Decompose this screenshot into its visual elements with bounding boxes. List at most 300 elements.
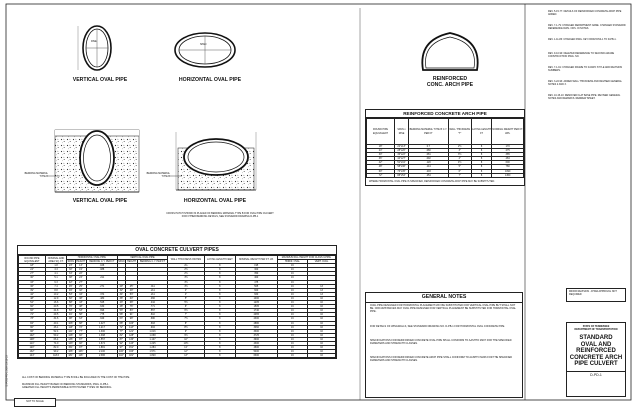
general-notes-title: GENERAL NOTES xyxy=(366,293,522,303)
arch-table-cell: 18" xyxy=(367,145,395,149)
oval-table-cell: 18" xyxy=(19,264,46,268)
oval-table-cell: 24" xyxy=(75,276,87,280)
oval-table-cell: 8.8 xyxy=(46,288,67,292)
title-block xyxy=(566,322,626,397)
oval-table-cell: 660 xyxy=(235,292,277,296)
oval-table-cell: 3½ xyxy=(168,284,205,288)
oval-header: HEIGHT xyxy=(126,260,137,264)
arch-table-cell: 170 xyxy=(492,145,524,149)
oval-table-cell: 5.1 xyxy=(46,276,67,280)
oval-table-cell: 92" xyxy=(117,341,126,345)
oval-table-cell: 72" xyxy=(117,325,126,329)
oval-table-cell: 2.100 xyxy=(87,350,117,354)
oval-table-cell: .106 xyxy=(87,264,117,268)
oval-table-cell: 16 xyxy=(277,268,307,272)
oval-table-cell: 2065 xyxy=(235,313,277,317)
oval-table-cell: 16 xyxy=(277,341,307,345)
arch-table-cell: 5" xyxy=(448,165,471,169)
general-note-2: FOR DETAILS OF WINGWALLS, SEE STANDARD DRAWING NO. D-PB-1 FOR HORIZONTAL OVAL CONCRETE PIPE. xyxy=(370,325,506,328)
oval-table-cell: 4" xyxy=(168,288,205,292)
oval-table-cell: 8 xyxy=(204,268,235,272)
oval-table-cell: 8½ xyxy=(168,325,205,329)
arch-header: ROUND PIPE EQUIVALENT xyxy=(367,119,395,145)
oval-table-cell: 16 xyxy=(277,264,307,268)
oval-table-cell: 32" xyxy=(117,288,126,292)
oval-header: SPAN xyxy=(118,260,125,264)
oval-table-cell: .211 xyxy=(137,288,167,292)
arch-table-grid xyxy=(366,118,524,178)
arch-table-cell: .120 xyxy=(409,161,449,165)
general-note-4: SPECIFICATIONS FOR REINFORCED CONCRETE ARCH PIPE SHALL CONFORM TO AASHTO M206 FOR THE SPECIFIED DIAMETERS AND STRENGTH CLASSES. xyxy=(370,356,513,363)
oval-table-cell: 14" xyxy=(75,264,87,268)
oval-table-cell: 60" xyxy=(126,296,138,300)
oval-table-cell: 1.225 xyxy=(137,341,167,345)
revision-entry: REV. 7-1-79: CHANGED DEPARTMENT NAME. CHANGED STANDARD REFERENCE DWG. NOS. IN NOTES. xyxy=(548,24,626,30)
oval-table-cell: 8 xyxy=(204,350,235,354)
oval-table-cell: .696 xyxy=(87,309,117,313)
oval-table-cell: .680 xyxy=(137,317,167,321)
arch-table-cell: 385 xyxy=(492,153,524,157)
oval-table-cell: 1.107 xyxy=(137,337,167,341)
oval-table-cell: 11" xyxy=(168,346,205,350)
oval-table-cell: 16 xyxy=(277,301,307,305)
oval-table-cell: 4300 xyxy=(235,341,277,345)
arch-table-cell: 48" xyxy=(367,165,395,169)
oval-table-cell: .374 xyxy=(87,292,117,296)
oval-table-cell: 16 xyxy=(277,325,307,329)
oval-table-cell: 3300 xyxy=(235,329,277,333)
arch-table-cell: 8 xyxy=(471,173,492,177)
oval-table-cell: 91" xyxy=(67,313,76,317)
oval-table-cell: 16 xyxy=(308,354,336,358)
oval-table-cell: 16 xyxy=(277,292,307,296)
arch-table-cell: 1450 xyxy=(492,173,524,177)
oval-header: SPAN xyxy=(67,260,74,264)
oval-table-cell: 4.1 xyxy=(46,272,67,276)
oval-table-cell: 12.9 xyxy=(46,296,67,300)
oval-table-cell: 8 xyxy=(204,296,235,300)
oval-table-cell: 76" xyxy=(67,305,76,309)
oval-table-cell: 16 xyxy=(308,341,336,345)
oval-table-cell: 16 xyxy=(277,280,307,284)
oval-table-cell: 54" xyxy=(19,301,46,305)
oval-group-header: HORIZONTAL OVAL PIPE xyxy=(67,256,118,260)
oval-table-cell: 8 xyxy=(204,276,235,280)
horizontal-oval-pipe-top-detail xyxy=(175,33,235,67)
oval-table-cell: 505 xyxy=(235,284,277,288)
span-label: SPAN xyxy=(200,43,207,46)
oval-header: HEIGHT xyxy=(76,260,86,264)
oval-table-cell: 2½ xyxy=(168,272,205,276)
arch-table-cell: 4" xyxy=(448,157,471,161)
oval-table-cell: 106" xyxy=(75,350,87,354)
general-note-3: SPECIFICATIONS FOR REINFORCED CONCRETE OVAL PIPE SHALL CONFORM TO AASHTO M207 FOR THE SPECIFIED DIAMETERS AND STRENGTH CLASSES. xyxy=(370,339,512,346)
oval-table-cell: 136" xyxy=(68,337,74,341)
oval-table-cell: .693 xyxy=(137,321,167,325)
revision-entry: REV. 3-22-93: ADDED WALL THICKNESS AND REVISED GENERAL NOTES 2 AND 3. xyxy=(548,80,622,86)
oval-table-cell: 83" xyxy=(67,309,76,313)
arch-table-cell: 484 xyxy=(492,157,524,161)
oval-header: LAYING LENGTH FEET xyxy=(204,256,235,264)
arch-table-cell: 3½ xyxy=(448,153,471,157)
oval-group-header: MAXIMUM FILL HEIGHT FOR CLASS II-PIPE xyxy=(277,256,335,260)
arch-table-cell: 22"x13" xyxy=(395,145,409,149)
oval-table-cell: 82.0 xyxy=(46,346,67,350)
oval-table-cell: 16 xyxy=(308,317,336,321)
oval-table-cell: 475 xyxy=(235,280,277,284)
oval-table-cell: 16 xyxy=(277,354,307,358)
oval-table-cell: 108" xyxy=(19,337,46,341)
oval-table-cell: 106" xyxy=(68,321,74,325)
oval-table-cell: 90" xyxy=(19,325,46,329)
oval-table-cell: 68" xyxy=(117,321,126,325)
oval-table-cell: 1505 xyxy=(235,305,277,309)
oval-table-cell: 8 xyxy=(204,280,235,284)
oval-table-cell: 1.398 xyxy=(87,333,117,337)
oval-table-cell: 1.557 xyxy=(87,337,117,341)
oval-table-cell: .775 xyxy=(87,313,117,317)
oval-table-cell: 6300 xyxy=(235,354,277,358)
oval-table-cell: 8 xyxy=(204,329,235,333)
state-name: STATE OF TENNESSEE xyxy=(582,325,610,328)
oval-table-cell: 1740 xyxy=(235,309,277,313)
oval-table-cell: 19" xyxy=(75,268,87,272)
bedding-material-right-label: BEDDING MATERIAL TYPE B xyxy=(146,172,170,178)
oval-table-cell: 151" xyxy=(126,346,138,350)
oval-table-cell: 66.4 xyxy=(46,337,67,341)
oval-table-cell: 2¼ xyxy=(168,264,205,268)
minor-revision-box xyxy=(566,288,626,302)
oval-table-cell: 16 xyxy=(277,321,307,325)
arch-table-cell: 8 xyxy=(471,153,492,157)
revision-entry: REV. 5-15-77: DETAILS OF REINFORCED CONCRETE ARCH PIPE ADDED. xyxy=(548,10,622,16)
oval-table-cell: 16 xyxy=(277,309,307,313)
oval-table-cell: .271 xyxy=(87,284,117,288)
oval-table-cell: .211 xyxy=(87,276,117,280)
horizontal-oval-top-label: HORIZONTAL OVAL PIPE xyxy=(178,77,242,83)
oval-table-cell: 6" xyxy=(168,305,205,309)
horizontal-oval-pipe-bedding-detail xyxy=(176,132,256,190)
oval-table-cell: 10½ xyxy=(168,341,205,345)
oval-header: BEDDING C.Y. PER FT xyxy=(137,260,167,264)
arch-table-cell: 42" xyxy=(367,161,395,165)
oval-table-cell: 13 xyxy=(308,292,336,296)
arch-table-cell: .080 xyxy=(409,149,449,153)
oval-table-cell: 9" xyxy=(168,329,205,333)
oval-table-cell: 40.1 xyxy=(46,321,67,325)
arch-table-cell: 6" xyxy=(448,169,471,173)
oval-table-cell: .480 xyxy=(87,296,117,300)
oval-table-cell: 181" xyxy=(126,354,138,358)
oval-table-cell: 600 xyxy=(235,288,277,292)
oval-table-cell: 8 xyxy=(204,309,235,313)
revision-entry: REV. 10-15-10: REMOVED FLAT BASE PIPE. REVISED GENERAL NOTES AND REMARKS. REDREW SHEET. xyxy=(548,94,621,100)
oval-table-cell: 120" xyxy=(19,346,46,350)
oval-table-cell: 16 xyxy=(277,288,307,292)
oval-table-cell: 27" xyxy=(75,280,87,284)
arch-table-cell: .144 xyxy=(409,165,449,169)
oval-table-cell: 92" xyxy=(75,341,87,345)
oval-table-cell: 45" xyxy=(67,284,76,288)
arch-table-cell: 51"x31" xyxy=(395,161,409,165)
bedding-material-left-label: BEDDING MATERIAL TYPE B xyxy=(24,172,48,178)
oval-footnote-1: ALL COST OF BEDDING MATERIAL TYPE B WILL BE INCLUDED IN THE COST OF THE PIPE. xyxy=(22,376,130,379)
oval-table-cell: 97" xyxy=(75,346,87,350)
oval-table-cell: 16 xyxy=(308,301,336,305)
oval-table-cell: 42" xyxy=(19,292,46,296)
oval-table-cell: 16 xyxy=(277,272,307,276)
arch-table-cell: 30" xyxy=(367,153,395,157)
oval-table-cell: 22" xyxy=(75,272,87,276)
oval-table-cell: 68" xyxy=(75,321,87,325)
oval-table-cell: 30" xyxy=(19,276,46,280)
oval-table-cell: 13 xyxy=(308,288,336,292)
oval-table-cell: 121" xyxy=(68,329,74,333)
oval-table-cell: 7.4 xyxy=(46,284,67,288)
oval-table-cell: 16 xyxy=(308,333,336,337)
oval-table-cell: 10" xyxy=(168,337,205,341)
oval-table-cell: 43" xyxy=(75,301,87,305)
oval-table-cell: 36" xyxy=(19,284,46,288)
oval-table-cell: 195 xyxy=(235,264,277,268)
rise-label: RISE xyxy=(91,40,97,43)
oval-table-cell: 34" xyxy=(75,292,87,296)
oval-table-cell: 8" xyxy=(168,321,205,325)
oval-table-cell: 98" xyxy=(67,317,76,321)
oval-table-cell: 48" xyxy=(117,305,126,309)
department-name: DEPARTMENT OF TRANSPORTATION xyxy=(574,328,618,331)
oval-table-cell: 42" xyxy=(67,280,76,284)
oval-table-cell: .525 xyxy=(87,301,117,305)
oval-table-cell: 1205 xyxy=(235,301,277,305)
oval-table-cell: 58" xyxy=(117,313,126,317)
oval-table-cell: 49" xyxy=(126,288,138,292)
oval-table-cell: 53" xyxy=(75,309,87,313)
arch-header: SPAN x RISE xyxy=(395,119,409,145)
oval-table-cell: 7" xyxy=(168,313,205,317)
cross-hatch-note: CROSS HATCH SHOWN IS PLACED OF BEDDING MATERIAL TYPE B FOR OVAL PIPE CULVERT FOR OTHER BEDDING DETAILS, SEE STANDARD DRAWING D-PB-1 xyxy=(166,212,274,218)
oval-table-cell: 8 xyxy=(204,292,235,296)
oval-table-cell: 8 xyxy=(204,325,235,329)
oval-table-cell: 143" xyxy=(68,341,74,345)
arch-table-cell: 8 xyxy=(471,157,492,161)
oval-table-cell: 8 xyxy=(204,341,235,345)
arch-table-cell: 36" xyxy=(367,157,395,161)
oval-table-cell: 87" xyxy=(117,337,126,341)
oval-table-cell: 8 xyxy=(204,284,235,288)
arch-table-cell: 8 xyxy=(471,145,492,149)
arch-header: BEDDING MATERIAL TYPE B C.Y. PER FT xyxy=(409,119,449,145)
arch-table-cell: 72" xyxy=(367,173,395,177)
oval-table-cell: 16 xyxy=(308,309,336,313)
oval-table-cell: 53" xyxy=(126,292,138,296)
oval-table-cell: 6.3 xyxy=(46,280,67,284)
oval-table-cell: 16 xyxy=(277,329,307,333)
oval-table-cell: 8 xyxy=(204,272,235,276)
oval-table-cell: 13 xyxy=(308,284,336,288)
oval-header: BEDDING C.Y. PER FT xyxy=(87,260,117,264)
oval-table-cell: 121" xyxy=(126,329,138,333)
arch-table-row xyxy=(367,173,524,177)
oval-table-cell: 48" xyxy=(75,305,87,309)
oval-table-cell: 114" xyxy=(19,341,46,345)
oval-table-cell: 16 xyxy=(277,296,307,300)
general-notes xyxy=(365,292,523,398)
oval-culvert-table xyxy=(17,245,337,359)
oval-table-cell: 68" xyxy=(67,301,76,305)
arch-table-cell: 73"x45" xyxy=(395,169,409,173)
oval-table-cell: 102" xyxy=(19,333,46,337)
oval-table-cell: 136" xyxy=(126,337,138,341)
oval-table-cell: 98" xyxy=(126,317,138,321)
oval-table-cell: 1.300 xyxy=(87,329,117,333)
oval-header: NOMINAL END AREA SQ. FT. xyxy=(46,256,67,264)
oval-table-cell: 16 xyxy=(277,333,307,337)
arch-table-cell: .203 xyxy=(409,169,449,173)
oval-table-cell: 16 xyxy=(308,325,336,329)
drawing-number: D-PD-1 xyxy=(567,371,625,377)
oval-table-cell: 16 xyxy=(277,313,307,317)
oval-table-cell: 2300 xyxy=(235,317,277,321)
oval-table-cell: 300 xyxy=(235,268,277,272)
oval-table-cell: 34" xyxy=(117,292,126,296)
oval-table-cell: 106" xyxy=(126,321,138,325)
arch-pipe-table xyxy=(365,109,525,186)
oval-table-cell: 77" xyxy=(117,329,126,333)
oval-table-cell: .066 xyxy=(137,296,167,300)
oval-table-cell: 1.016 xyxy=(137,329,167,333)
arch-table-cell: 36"x22" xyxy=(395,153,409,157)
arch-table-cell: .254 xyxy=(409,173,449,177)
oval-header: NOMINAL WEIGHT PER FT. LB. xyxy=(235,256,277,264)
oval-table-cell: 6½ xyxy=(168,309,205,313)
arch-header: NOMINAL WEIGHT PER FT. LBS. xyxy=(492,119,524,145)
oval-table-cell: 1.571 xyxy=(137,350,167,354)
revision-entry: REV. 9-10-90: DELETED REFERENCE TO SECOND-GRADE CONSTRUCTION DWG. NO. xyxy=(548,52,615,58)
reinforced-arch-label: REINFORCED CONC. ARCH PIPE xyxy=(426,76,474,88)
oval-table-cell: 38" xyxy=(75,296,87,300)
oval-table-cell: 29" xyxy=(75,284,87,288)
oval-table-cell: .211 xyxy=(137,292,167,296)
oval-table-cell: 23" xyxy=(67,264,76,268)
oval-table-cell: 144" xyxy=(19,354,46,358)
reinforced-arch-pipe-detail xyxy=(422,33,477,70)
oval-table-cell: 74.0 xyxy=(46,341,67,345)
oval-table-cell: .557 xyxy=(137,309,167,313)
arch-table-cell: 2½ xyxy=(448,145,471,149)
oval-table-cell: 72" xyxy=(75,325,87,329)
revision-entry: REV. 1-11-86: CHANGED DWG. KEY FROM DSS-1 TO D-PB-1. xyxy=(548,38,617,41)
oval-table-cell: 83" xyxy=(126,309,138,313)
arch-table-cell: 8 xyxy=(471,149,492,153)
oval-table-cell: 38" xyxy=(67,276,76,280)
oval-table-cell: 82" xyxy=(117,333,126,337)
arch-table-cell: 44"x27" xyxy=(395,157,409,161)
oval-table-cell: 1.284 xyxy=(137,346,167,350)
oval-table-cell: 84" xyxy=(19,321,46,325)
oval-table-cell: 400 xyxy=(235,276,277,280)
vertical-oval-bottom-label: VERTICAL OVAL PIPE xyxy=(72,198,128,204)
oval-table-cell: 8 xyxy=(204,346,235,350)
oval-table-cell: 1000 xyxy=(235,296,277,300)
oval-table-cell: 181" xyxy=(68,354,74,358)
arch-table-cell: 58"x36" xyxy=(395,165,409,169)
oval-table-cell: 3900 xyxy=(235,337,277,341)
oval-table-cell: 1.068 xyxy=(137,333,167,337)
oval-table-cell: 24.8 xyxy=(46,309,67,313)
arch-table-cell: 60" xyxy=(367,169,395,173)
oval-table-cell: 118.6 xyxy=(46,354,67,358)
oval-table-cell: 66" xyxy=(19,309,46,313)
oval-table-cell: 128" xyxy=(68,333,74,337)
oval-table-cell: 63" xyxy=(75,317,87,321)
oval-table-cell: 5400 xyxy=(235,350,277,354)
arch-table-cell: 1090 xyxy=(492,169,524,173)
oval-table-cell: 49" xyxy=(67,288,76,292)
oval-table-cell: 1.881 xyxy=(87,346,117,350)
oval-table-cell: 3.3 xyxy=(46,268,67,272)
oval-table-cell: 16 xyxy=(308,296,336,300)
oval-table-cell: 77" xyxy=(75,329,87,333)
oval-table-cell: .771 xyxy=(137,305,167,309)
oval-table-cell: 16 xyxy=(308,305,336,309)
arch-header: WALL THICKNESS "T" xyxy=(448,119,471,145)
oval-table-cell: 82" xyxy=(75,333,87,337)
oval-table-cell: 24" xyxy=(19,268,46,272)
oval-table-cell: 5" xyxy=(168,296,205,300)
minor-revision-text: MINOR REVISION - FHWA APPROVAL NOT REQUIRED xyxy=(569,290,617,296)
oval-table-cell: 91" xyxy=(126,313,138,317)
oval-table-cell: 32" xyxy=(75,288,87,292)
oval-table-cell: 76" xyxy=(126,305,138,309)
oval-header: WALL THICKNESS INCHES xyxy=(168,256,205,264)
arch-table-cell: 780 xyxy=(492,165,524,169)
oval-table-cell: 20.5 xyxy=(46,305,67,309)
arch-table-footnote: WHERE HORIZONTAL OVAL PIPE IS SPECIFIED, REINFORCED CONCRETE ARCH PIPE MAY BE SUBSTITUTED. xyxy=(369,179,495,183)
revision-entry: REV. 7-1-91: CHANGED FRAME TO D-DWO STYLE AND REVISION NUMBERS. xyxy=(548,66,623,72)
oval-table-cell: 4" xyxy=(168,292,205,296)
oval-table-cell: 87" xyxy=(75,337,87,341)
oval-table-cell: .904 xyxy=(137,325,167,329)
oval-table-cell: 33" xyxy=(19,280,46,284)
arch-table-cell: 600 xyxy=(492,161,524,165)
oval-table-cell: 350 xyxy=(235,272,277,276)
oval-table-cell: 8 xyxy=(204,337,235,341)
oval-table-cell: 8 xyxy=(204,317,235,321)
arch-table-cell: 3" xyxy=(448,149,471,153)
oval-table-cell: 30" xyxy=(67,268,76,272)
oval-table-cell: 53" xyxy=(117,309,126,313)
oval-table-cell: 16.6 xyxy=(46,301,67,305)
oval-table-row xyxy=(19,354,336,358)
oval-table-cell: 1.217 xyxy=(87,325,117,329)
oval-table-cell: 16 xyxy=(277,276,307,280)
oval-table-cell: 27" xyxy=(19,272,46,276)
oval-table-cell: 116" xyxy=(119,354,124,358)
oval-table-cell: 8 xyxy=(204,354,235,358)
oval-table-cell: 151" xyxy=(68,346,74,350)
oval-table-cell: 106" xyxy=(118,350,124,354)
arch-table-cell: 8 xyxy=(471,169,492,173)
oval-table-cell: 34" xyxy=(67,272,76,276)
oval-table-cell: 2.386 xyxy=(87,354,117,358)
oval-table-cell: 34.6 xyxy=(46,317,67,321)
oval-table-cell: 3½ xyxy=(168,280,205,284)
oval-table-cell: 39" xyxy=(19,288,46,292)
oval-table-cell: 68" xyxy=(126,301,138,305)
oval-table-cell: 53" xyxy=(67,292,76,296)
oval-table-cell: 16 xyxy=(308,321,336,325)
